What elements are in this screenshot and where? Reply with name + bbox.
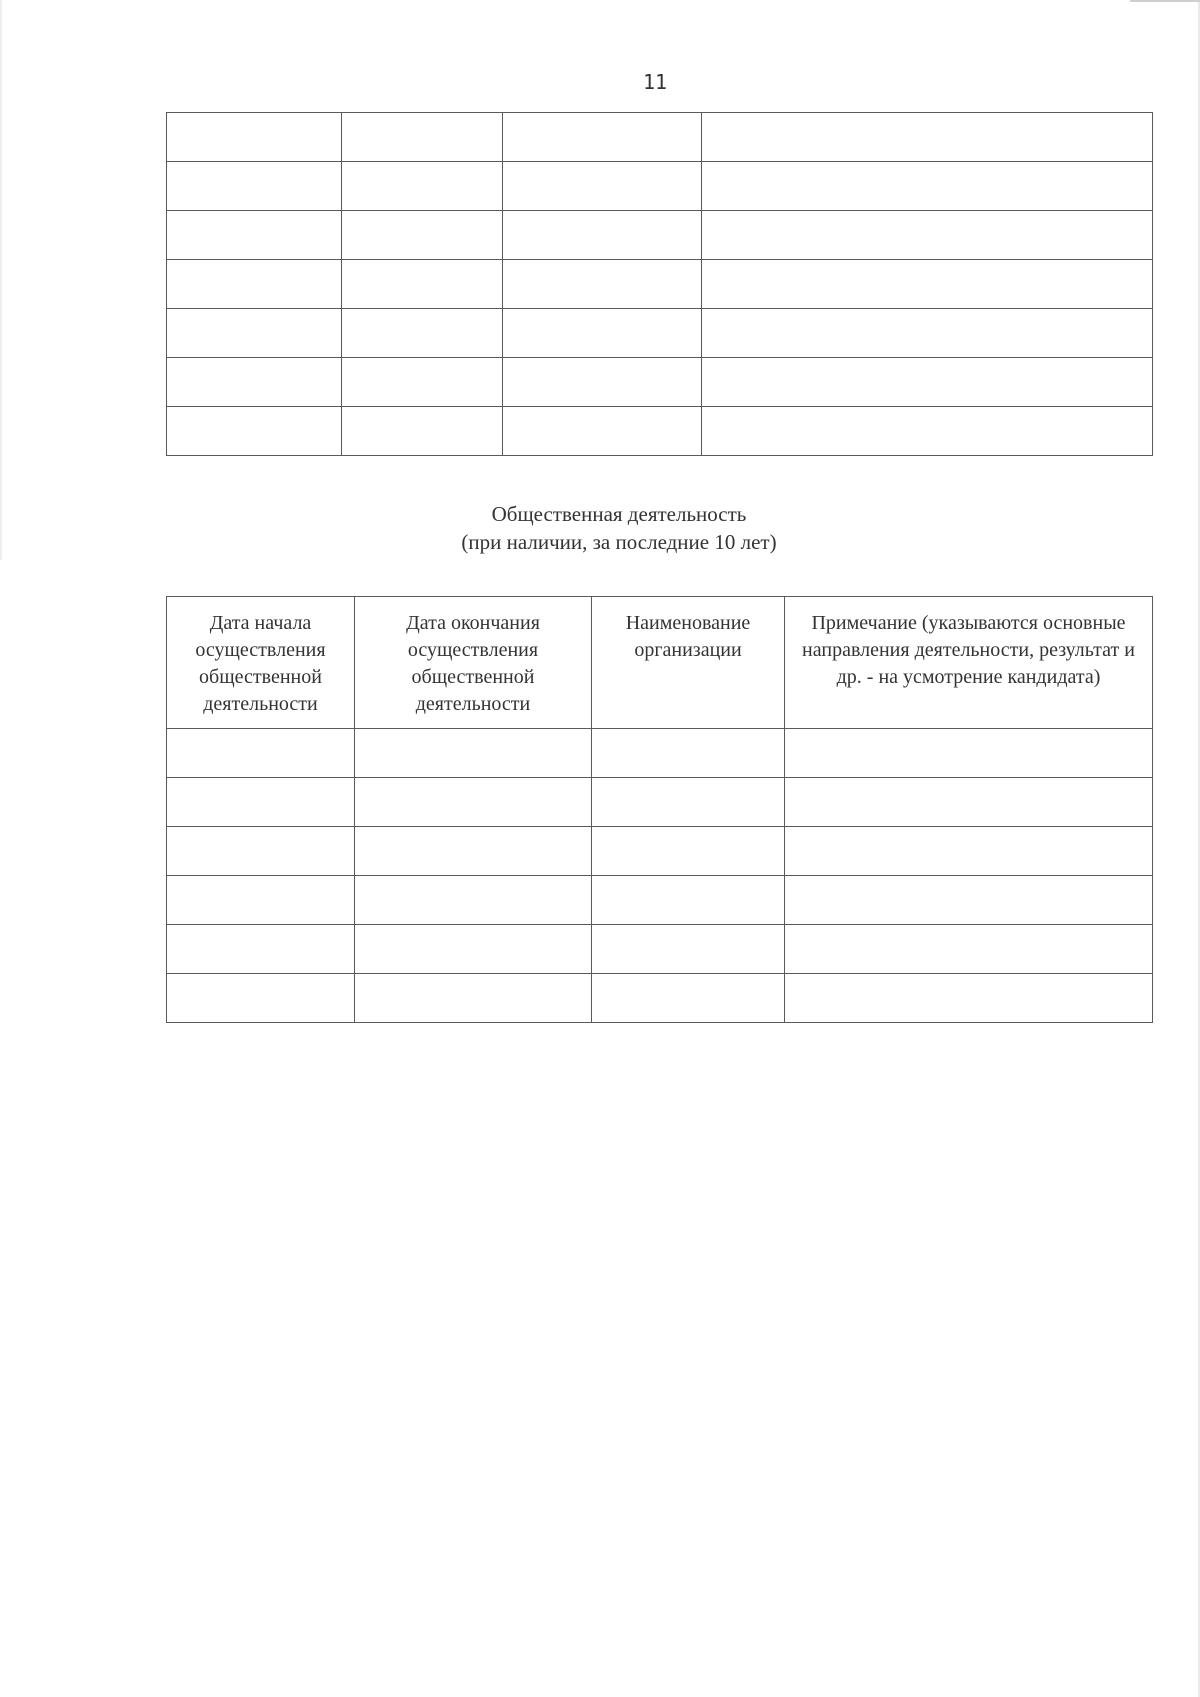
table-cell-empty[interactable]	[785, 974, 1153, 1023]
table-cell-empty[interactable]	[592, 827, 785, 876]
table-row	[167, 407, 1153, 456]
table-cell-empty[interactable]	[785, 729, 1153, 778]
public-activity-table	[166, 596, 1153, 1023]
table-cell-empty[interactable]	[592, 925, 785, 974]
table-cell-empty[interactable]	[503, 113, 702, 162]
table-cell-empty[interactable]	[785, 827, 1153, 876]
continuation-table-body	[167, 113, 1153, 456]
table-cell-empty[interactable]	[592, 974, 785, 1023]
table-cell-empty[interactable]	[167, 358, 342, 407]
section-title: Общественная деятельность	[491, 502, 747, 526]
table-cell-empty[interactable]	[342, 211, 503, 260]
table-row	[167, 827, 1153, 876]
table-row	[167, 925, 1153, 974]
section-subtitle: (при наличии, за последние 10 лет)	[461, 530, 777, 554]
table-cell-empty[interactable]	[702, 260, 1153, 309]
table-row	[167, 876, 1153, 925]
table-cell-empty[interactable]	[342, 407, 503, 456]
table-cell-empty[interactable]	[355, 974, 592, 1023]
table-cell-empty[interactable]	[167, 974, 355, 1023]
table-cell-empty[interactable]	[167, 729, 355, 778]
table-row	[167, 162, 1153, 211]
table-row	[167, 974, 1153, 1023]
table-cell-empty[interactable]	[355, 827, 592, 876]
table-cell-empty[interactable]	[342, 162, 503, 211]
header-organization: Наименование организации	[592, 597, 785, 729]
table-row	[167, 211, 1153, 260]
table-row	[167, 729, 1153, 778]
table-cell-empty[interactable]	[702, 113, 1153, 162]
table-cell-empty[interactable]	[592, 729, 785, 778]
table-cell-empty[interactable]	[503, 162, 702, 211]
header-end-date: Дата окончания осуществления общественной деятельности	[355, 597, 592, 729]
table-cell-empty[interactable]	[785, 876, 1153, 925]
table-cell-empty[interactable]	[785, 778, 1153, 827]
table-cell-empty[interactable]	[592, 778, 785, 827]
table-cell-empty[interactable]	[355, 925, 592, 974]
table-cell-empty[interactable]	[167, 827, 355, 876]
table-cell-empty[interactable]	[167, 407, 342, 456]
table-cell-empty[interactable]	[785, 925, 1153, 974]
table-cell-empty[interactable]	[702, 211, 1153, 260]
table-cell-empty[interactable]	[503, 358, 702, 407]
header-note: Примечание (указываются основные направления деятельности, результат и др. - на усмотрение кандидата)	[785, 597, 1153, 729]
table-cell-empty[interactable]	[167, 260, 342, 309]
page-number: 11	[642, 70, 668, 94]
table-cell-empty[interactable]	[592, 876, 785, 925]
table-cell-empty[interactable]	[167, 211, 342, 260]
table-cell-empty[interactable]	[167, 876, 355, 925]
table-cell-empty[interactable]	[702, 407, 1153, 456]
table-cell-empty[interactable]	[503, 211, 702, 260]
table-row	[167, 309, 1153, 358]
table-row	[167, 358, 1153, 407]
table-cell-empty[interactable]	[702, 309, 1153, 358]
public-activity-table-body	[167, 729, 1153, 1023]
table-cell-empty[interactable]	[702, 162, 1153, 211]
section-heading	[166, 500, 1072, 556]
continuation-table	[166, 112, 1153, 456]
table-cell-empty[interactable]	[167, 309, 342, 358]
table-cell-empty[interactable]	[342, 309, 503, 358]
table-cell-empty[interactable]	[342, 113, 503, 162]
table-cell-empty[interactable]	[167, 778, 355, 827]
table-row	[167, 113, 1153, 162]
table-cell-empty[interactable]	[355, 876, 592, 925]
table-row	[167, 778, 1153, 827]
table-cell-empty[interactable]	[355, 778, 592, 827]
scan-mark	[1130, 0, 1200, 2]
table-cell-empty[interactable]	[167, 113, 342, 162]
table-row	[167, 260, 1153, 309]
table-cell-empty[interactable]	[167, 162, 342, 211]
table-cell-empty[interactable]	[342, 260, 503, 309]
table-cell-empty[interactable]	[503, 260, 702, 309]
table-cell-empty[interactable]	[355, 729, 592, 778]
table-cell-empty[interactable]	[342, 358, 503, 407]
table-cell-empty[interactable]	[503, 309, 702, 358]
table-cell-empty[interactable]	[503, 407, 702, 456]
table-cell-empty[interactable]	[702, 358, 1153, 407]
table-cell-empty[interactable]	[167, 925, 355, 974]
header-start-date: Дата начала осуществления общественной деятельности	[167, 597, 355, 729]
table-header-row	[167, 597, 1153, 729]
